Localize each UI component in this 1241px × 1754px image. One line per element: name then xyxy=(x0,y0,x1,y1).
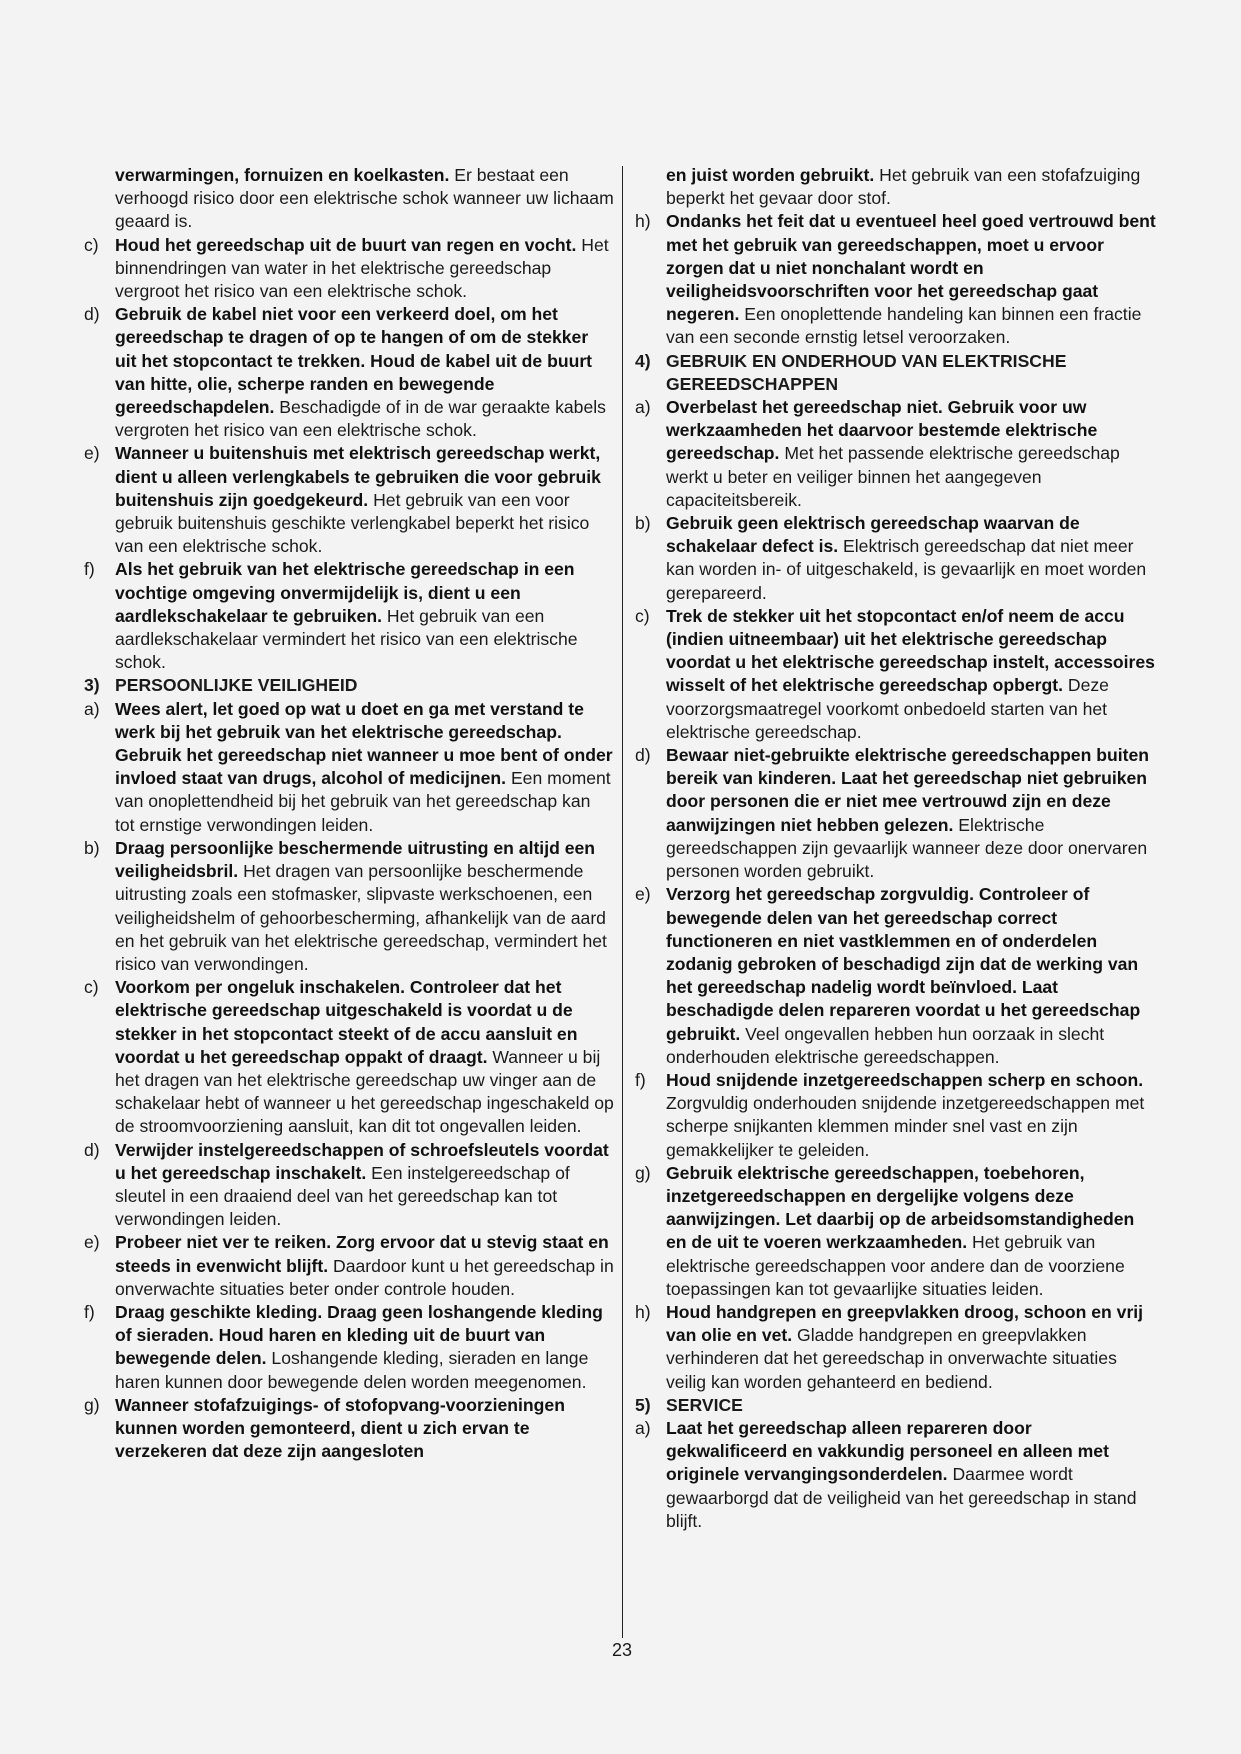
item-text: Het gebruik van een voor gebruik buitenshuis geschikte verlengkabel beperkt het risico van een elektrische schok. xyxy=(115,489,590,557)
item-bold-text: Als het gebruik van het elektrische gereedschap in een vochtige omgeving onvermijdelijk is, dient u een aardlekschakelaar te gebruiken. xyxy=(115,559,575,626)
item-bold-text: Houd handgrepen en greepvlakken droog, schoon en vrij van olie en vet. xyxy=(666,1301,1144,1346)
list-item xyxy=(635,1301,1157,1394)
item-bold-text: Gebruik geen elektrisch gereedschap waarvan de schakelaar defect is. xyxy=(666,513,1080,557)
right-column xyxy=(635,164,1157,1533)
item-text: Met het passende elektrische gereedschap werkt u beter en veiliger binnen het aangegeven capaciteitsbereik. xyxy=(666,443,1120,510)
page-number: 23 xyxy=(611,1640,633,1660)
list-item xyxy=(635,396,1157,512)
list-item xyxy=(84,442,614,558)
list-item xyxy=(84,837,614,976)
list-item xyxy=(635,744,1157,883)
list-item xyxy=(84,1139,614,1232)
item-label: d) xyxy=(635,745,651,766)
item-bold-text: Bewaar niet-gebruikte elektrische gereedschappen buiten bereik van kinderen. Laat het gereedschap niet gebruiken door personen die er niet mee vertrouwd zijn en deze aanwijzingen niet hebben gelezen. xyxy=(666,745,1150,835)
item-label: e) xyxy=(84,1232,100,1253)
list-item xyxy=(635,883,1157,1069)
item-bold-text: Trek de stekker uit het stopcontact en/of neem de accu (indien uitneembaar) uit het elektrische gereedschap voordat u het elektrische gereedschap instelt, accessoires wisselt of het elektrische gereedschap opbergt. xyxy=(666,605,1155,696)
item-label: a) xyxy=(84,698,100,719)
item-text: Een instelgereedschap of sleutel in een draaiend deel van het gereedschap kan tot verwondingen leiden. xyxy=(115,1162,570,1230)
continued-paragraph: en juist worden gebruikt. Het gebruik van een stofafzuiging beperkt het gevaar door stof. xyxy=(666,165,1141,209)
continued-paragraph: verwarmingen, fornuizen en koelkasten. Er bestaat een verhoogd risico door een elektrische schok wanneer uw lichaam geaard is. xyxy=(115,165,614,232)
list-item xyxy=(635,1417,1157,1533)
list-item xyxy=(84,1301,614,1394)
list-personal-safety xyxy=(84,698,614,1464)
item-label: f) xyxy=(635,1069,646,1090)
left-column xyxy=(84,164,614,1463)
item-text: Loshangende kleding, sieraden en lange haren kunnen door bewegende delen worden meegenomen. xyxy=(115,1348,589,1392)
list-item xyxy=(84,558,614,674)
item-label: b) xyxy=(84,837,100,858)
item-bold-text: Gebruik elektrische gereedschappen, toebehoren, inzetgereedschappen en dergelijke volgens deze aanwijzingen. Let daarbij op de arbeidsomstandigheden en de uit te voeren werkzaamheden. xyxy=(666,1162,1135,1253)
item-bold-text: Wanneer u buitenshuis met elektrisch gereedschap werkt, dient u alleen verlengkabels te gebruiken die voor gebruik buitenshuis zijn goedgekeurd. xyxy=(115,443,601,510)
item-bold-text: Verzorg het gereedschap zorgvuldig. Controleer of bewegende delen van het gereedschap correct functioneren en niet vastklemmen en of onderdelen zodanig gebroken of beschadigd zijn dat de werking van het gereedschap nadelig wordt beïnvloed. Laat beschadigde delen repareren voordat u het gereedschap gebruikt. xyxy=(666,884,1141,1044)
column-divider xyxy=(622,166,623,1638)
item-text: Zorgvuldig onderhouden snijdende inzetgereedschappen met scherpe snijkanten klemmen minder snel vast en zijn gemakkelijker te geleiden. xyxy=(666,1093,1145,1160)
item-text: Elektrische gereedschappen zijn gevaarlijk wanneer deze door onervaren personen worden gebruikt. xyxy=(666,814,1148,882)
item-label: g) xyxy=(635,1162,651,1183)
item-bold-text: Wanneer stofafzuigings- of stofopvang-voorzieningen kunnen worden gemonteerd, dient u zich ervan te verzekeren dat deze zijn aangesloten xyxy=(115,1394,565,1462)
item-bold-text: Houd snijdende inzetgereedschappen scherp en schoon. xyxy=(666,1069,1144,1090)
list-item xyxy=(635,512,1157,605)
item-bold-text: Gebruik de kabel niet voor een verkeerd doel, om het gereedschap te dragen of op te hangen of om de stekker uit het stopcontact te trekken. Houd de kabel uit de buurt van hitte, olie, scherpe randen en bewegende gereedschapdelen. xyxy=(115,304,593,418)
item-text: Een onoplettende handeling kan binnen een fractie van een seconde ernstig letsel veroorzaken. xyxy=(666,304,1142,348)
list-item xyxy=(84,976,614,1138)
item-bold-text: Overbelast het gereedschap niet. Gebruik voor uw werkzaamheden het daarvoor bestemde elektrische gereedschap. xyxy=(666,397,1098,464)
section-heading-service: 5) SERVICE xyxy=(635,1394,743,1415)
item-bold-text: Laat het gereedschap alleen repareren door gekwalificeerd en vakkundig personeel en alleen met originele vervangingsonderdelen. xyxy=(666,1417,1109,1485)
item-label: f) xyxy=(84,559,95,580)
item-text: Daarmee wordt gewaarborgd dat de veiligheid van het gereedschap in stand blijft. xyxy=(666,1464,1137,1531)
item-text: Het gebruik van elektrische gereedschappen voor andere dan de voorziene toepassingen kan tot gevaarlijke situaties leiden. xyxy=(666,1232,1125,1299)
item-label: g) xyxy=(84,1394,100,1415)
item-bold-text: Verwijder instelgereedschappen of schroefsleutels voordat u het gereedschap inschakelt. xyxy=(115,1139,609,1183)
item-bold-text: Houd het gereedschap uit de buurt van regen en vocht. xyxy=(115,234,577,255)
item-label: b) xyxy=(635,513,651,534)
list-electrical-safety xyxy=(84,234,614,675)
list-personal-safety-cont xyxy=(635,210,1157,349)
item-text: Deze voorzorgsmaatregel voorkomt onbedoeld starten van het elektrische gereedschap. xyxy=(666,675,1109,742)
list-item xyxy=(635,605,1157,744)
list-item xyxy=(635,210,1157,349)
item-label: d) xyxy=(84,304,100,325)
item-text: Beschadigde of in de war geraakte kabels vergroten het risico van een elektrische schok. xyxy=(115,397,606,441)
item-label: c) xyxy=(84,234,99,255)
item-label: e) xyxy=(84,443,100,464)
item-text: Veel ongevallen hebben hun oorzaak in slecht onderhouden elektrische gereedschappen. xyxy=(666,1023,1105,1067)
item-text: Wanneer u bij het dragen van het elektrische gereedschap uw vinger aan de schakelaar hebt of wanneer u het gereedschap ingeschakeld op de stroomvoorziening aansluit, kan dit tot ongevallen leiden. xyxy=(115,1046,614,1137)
item-text: Het gebruik van een aardlekschakelaar vermindert het risico van een elektrische schok. xyxy=(115,605,578,673)
item-label: f) xyxy=(84,1301,95,1322)
item-label: e) xyxy=(635,884,651,905)
list-item xyxy=(84,1394,614,1464)
item-text: Gladde handgrepen en greepvlakken verhinderen dat het gereedschap in onverwachte situaties veilig kan worden gehanteerd en bediend. xyxy=(666,1325,1117,1392)
item-bold-text: Voorkom per ongeluk inschakelen. Controleer dat het elektrische gereedschap uitgeschakeld is voordat u de stekker in het stopcontact steekt of de accu aansluit en voordat u het gereedschap oppakt of draagt. xyxy=(115,977,578,1067)
item-bold-text: Wees alert, let goed op wat u doet en ga met verstand te werk bij het gebruik van het elektrische gereedschap. Gebruik het gereedschap niet wanneer u moe bent of onder invloed staat van drugs, alcohol of medicijnen. xyxy=(115,698,613,789)
item-bold-text: Probeer niet ver te reiken. Zorg ervoor dat u stevig staat en steeds in evenwicht blijft. xyxy=(115,1232,609,1276)
section-heading-tool-use: 4) GEBRUIK EN ONDERHOUD VAN ELEKTRISCHE GEREEDSCHAPPEN xyxy=(635,350,1067,394)
item-label: d) xyxy=(84,1139,100,1160)
item-text: Het binnendringen van water in het elektrische gereedschap vergroot het risico van een elektrische schok. xyxy=(115,234,609,302)
item-text: Elektrisch gereedschap dat niet meer kan worden in- of uitgeschakeld, is gevaarlijk en moet worden gerepareerd. xyxy=(666,536,1147,603)
item-text: Het dragen van persoonlijke beschermende uitrusting zoals een stofmasker, slipvaste werkschoenen, een veiligheidshelm of gehoorbescherming, afhankelijk van de aard en het gebruik van het elektrische gereedschap, vermindert het risico van verwondingen. xyxy=(115,861,607,974)
item-label: c) xyxy=(84,977,99,998)
list-item xyxy=(84,698,614,837)
list-item xyxy=(635,1162,1157,1301)
section-heading-personal-safety: 3) PERSOONLIJKE VEILIGHEID xyxy=(84,675,358,696)
item-label: a) xyxy=(635,1417,651,1438)
list-item xyxy=(635,1069,1157,1162)
item-label: a) xyxy=(635,397,651,418)
item-bold-text: Draag geschikte kleding. Draag geen loshangende kleding of sieraden. Houd haren en kleding uit de buurt van bewegende delen. xyxy=(115,1301,603,1369)
item-bold-text: Ondanks het feit dat u eventueel heel goed vertrouwd bent met het gebruik van gereedschappen, moet u ervoor zorgen dat u niet nonchalant wordt en veiligheidsvoorschriften voor het gereedschap gaat negeren. xyxy=(666,211,1156,325)
item-label: h) xyxy=(635,1301,651,1322)
list-item xyxy=(84,303,614,442)
item-text: Een moment van onoplettendheid bij het gebruik van het gereedschap kan tot ernstige verwondingen leiden. xyxy=(115,768,611,835)
item-label: h) xyxy=(635,211,651,232)
list-item xyxy=(84,1231,614,1301)
item-label: c) xyxy=(635,605,650,626)
list-item xyxy=(84,234,614,304)
list-tool-use xyxy=(635,396,1157,1394)
item-text: Daardoor kunt u het gereedschap in onverwachte situaties beter onder controle houden. xyxy=(115,1255,614,1299)
item-bold-text: Draag persoonlijke beschermende uitrusting en altijd een veiligheidsbril. xyxy=(115,837,596,882)
list-service xyxy=(635,1417,1157,1533)
